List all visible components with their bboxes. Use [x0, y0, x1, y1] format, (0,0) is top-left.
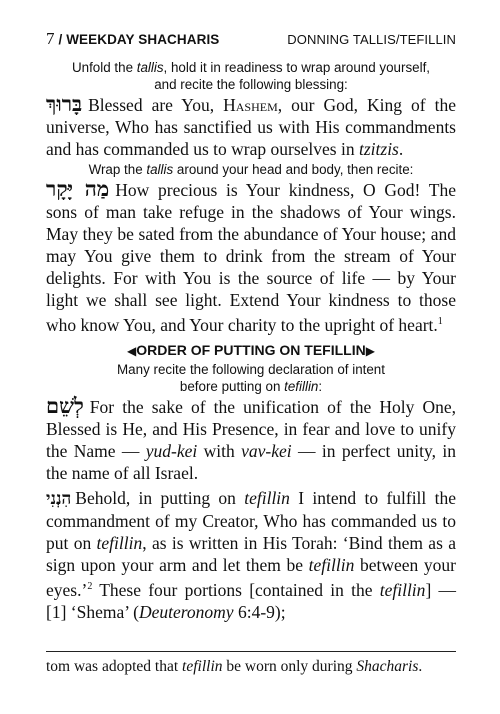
- header-section: WEEKDAY SHACHARIS: [66, 32, 220, 47]
- hebrew-opening-word: בָּרוּךְ: [46, 91, 83, 116]
- paragraph-text: 6:4-9);: [233, 601, 286, 622]
- paragraph-text: Blessed are You,: [88, 95, 224, 115]
- leshem-paragraph: [46, 392, 456, 484]
- hebrew-opening-word: מַה יָּקָר: [46, 176, 110, 201]
- italic-term: Shacharis: [356, 658, 419, 675]
- hebrew-opening-word: הִנְנִי: [46, 488, 72, 509]
- header-topic: DONNING TALLIS/TEFILLIN: [287, 32, 456, 47]
- footnote-segment: be worn only during: [222, 658, 357, 675]
- italic-term: yud-kei: [145, 440, 198, 461]
- italic-term: Deuteronomy: [138, 601, 234, 622]
- section-title-text: ORDER OF PUTTING ON TEFILLIN: [136, 341, 366, 358]
- footnote-ref: 2: [87, 580, 93, 592]
- paragraph-text: , as is written in His Torah: ‘Bind them as a sign upon your arm and let them be: [46, 532, 456, 575]
- instruction-text: :: [318, 378, 323, 394]
- instruction-declaration: [46, 361, 456, 395]
- instruction-term: tallis: [136, 60, 164, 75]
- footnote-text: [46, 657, 456, 677]
- instruction-text: Many recite the following declaration of intent: [117, 361, 385, 377]
- paragraph-text: , our God, King of the universe, Who has sanctified us with His commandments and has commanded us to wrap ourselves in: [46, 95, 456, 159]
- header-separator: /: [58, 32, 63, 47]
- instruction-text: before putting on: [179, 378, 285, 394]
- italic-term: tefillin: [379, 579, 426, 600]
- italic-term: tefillin: [244, 487, 290, 508]
- instruction-term: tallis: [146, 162, 174, 177]
- footnote-segment: tom was adopted that: [46, 658, 183, 675]
- paragraph-text: with: [197, 440, 242, 461]
- section-title: [46, 340, 456, 361]
- instruction-text: , hold it in readiness to wrap around yourself,: [163, 60, 431, 75]
- footnote-divider: [46, 651, 456, 652]
- italic-term: tefillin: [96, 532, 143, 553]
- italic-term: tzitzis: [358, 139, 399, 159]
- paragraph-text: How precious is Your kindness, O God! The sons of man take refuge in the shadows of Your wings. May they be sated from the abundance of Your house; and may You give them to drink from the stream of Your delights. For with You is the source of life — by Your light we shall see light. Extend Your kindness to those who know You, and Your charity to the upright of heart.: [46, 180, 456, 335]
- footnote-ref: 1: [437, 316, 443, 327]
- blessing-paragraph: [46, 93, 456, 160]
- italic-term: tefillin: [308, 554, 355, 575]
- instruction-text: around your head and body, then recite:: [173, 162, 414, 177]
- footnote-segment: .: [418, 658, 423, 675]
- paragraph-text: For the sake of the unification of the Holy One,: [89, 396, 456, 417]
- instruction-tallis-blessing: [46, 59, 456, 93]
- paragraph-text: ] — [1] ‘Shema’ (: [46, 579, 456, 622]
- running-header: [46, 30, 456, 49]
- hebrew-opening-word: לְשֵׁם: [46, 392, 84, 418]
- paragraph-text: I intend to fulfill the commandment of my Creator, Who has commanded us to put on: [46, 487, 456, 553]
- instruction-text: Unfold the: [71, 60, 137, 75]
- paragraph-text: These four portions [contained in the: [92, 579, 380, 600]
- prayer-page: [46, 30, 456, 623]
- hineni-paragraph: [46, 487, 456, 623]
- paragraph-text: .: [398, 139, 404, 159]
- instruction-text: and recite the following blessing:: [154, 77, 348, 92]
- paragraph-text: between your eyes.’: [46, 554, 456, 600]
- how-precious-paragraph: [46, 178, 456, 336]
- divine-name: Hashem: [223, 95, 278, 115]
- paragraph-text: Blessed is He, and His Presence, in fear and love to unify the Name —: [46, 418, 456, 461]
- italic-term: tefillin: [182, 658, 223, 675]
- instruction-text: Wrap the: [88, 162, 147, 177]
- italic-term: vav-kei: [241, 440, 292, 461]
- paragraph-text: Behold, in putting on: [75, 487, 245, 508]
- instruction-term: tefillin: [284, 378, 319, 394]
- paragraph-text: — in perfect unity, in the name of all Israel.: [46, 440, 456, 483]
- left-ornament-icon: ◀: [127, 343, 137, 358]
- header-left: [46, 30, 219, 49]
- right-ornament-icon: ▶: [365, 343, 375, 358]
- page-number: 7: [46, 29, 55, 48]
